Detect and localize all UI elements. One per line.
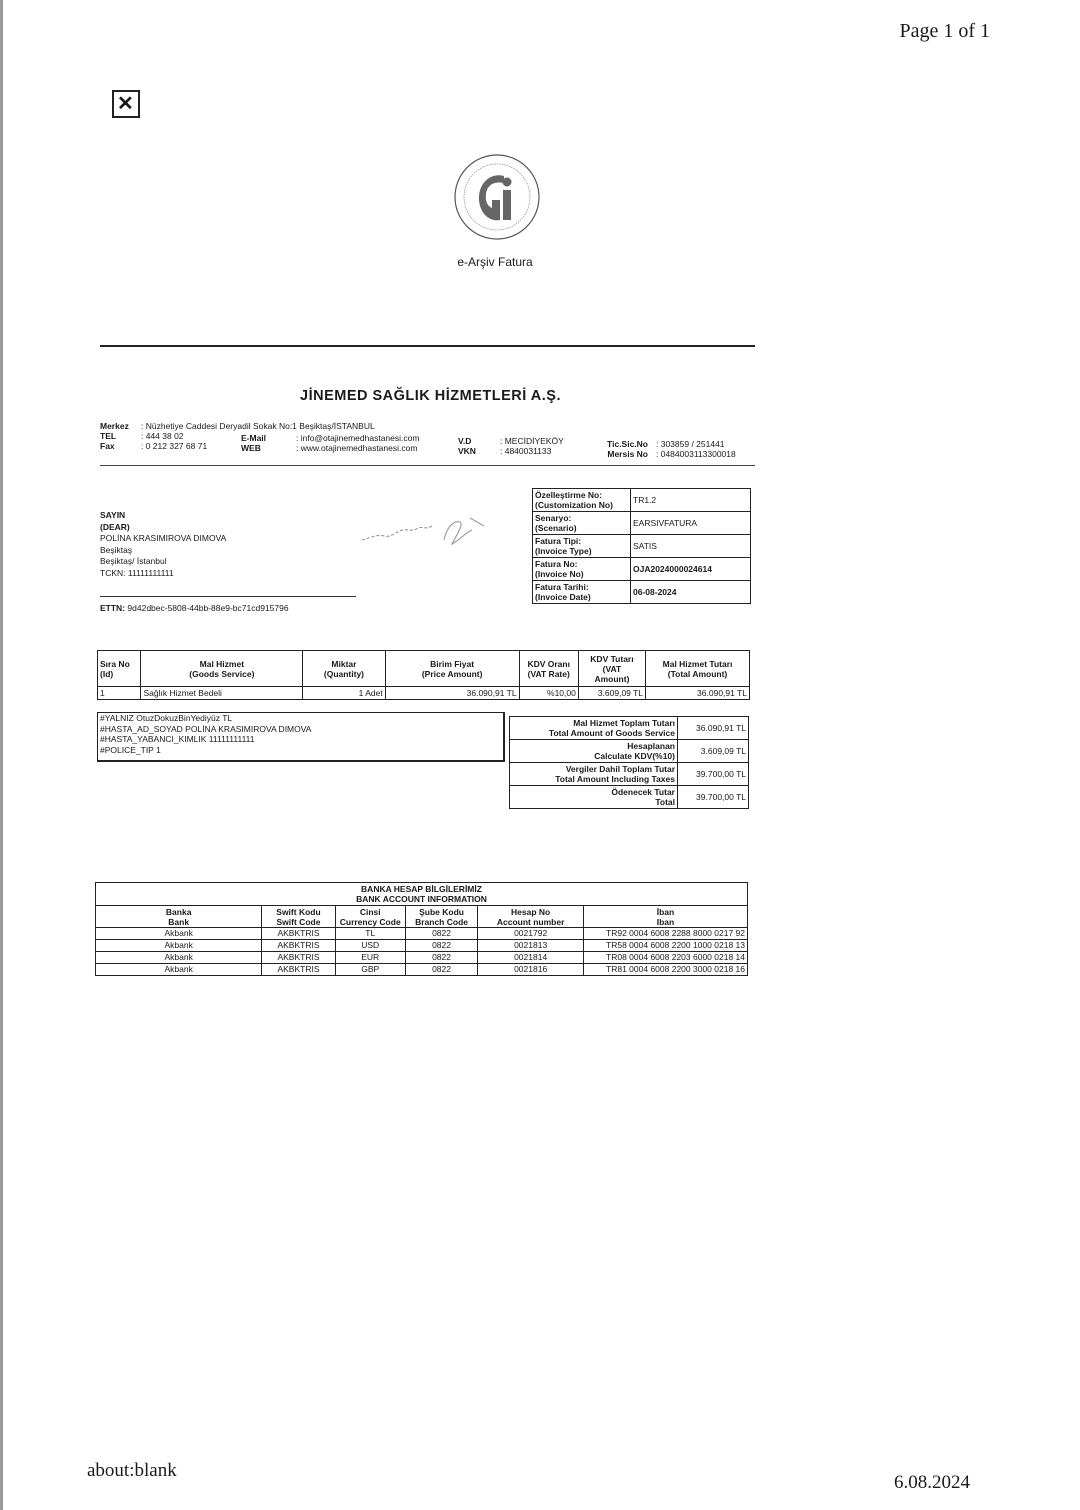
company-name: JİNEMED SAĞLIK HİZMETLERİ A.Ş. [300,388,561,404]
note-line: #HASTA_YABANCI_KIMLIK 11111111111 [100,734,255,744]
note-line: #YALNIZ OtuzDokuzBinYediyüz TL [100,713,233,723]
registry-values [656,439,736,459]
meta-label [533,535,631,558]
meta-value: SATIS [631,535,751,558]
bank-cell: 0021814 [478,952,584,964]
meta-label-en: (Invoice Date) [535,592,591,602]
totals-label [510,717,678,740]
ettn-value: 9d42dbec-5808-44bb-88e9-bc71cd915796 [127,603,289,613]
bank-col-header [478,906,584,928]
customer-name: POLİNA KRASIMIROVA DIMOVA [100,533,227,543]
totals-label [510,763,678,786]
vd-value: : MECİDİYEKÖY [500,436,564,446]
items-header-line: (VAT [602,663,622,674]
meta-label-tr: Fatura Tipi: [535,536,582,546]
ettn: ETTN: 9d42dbec-5808-44bb-88e9-bc71cd915796 [100,603,289,613]
bank-header-line: Hesap No [511,906,551,917]
mersis-value: : 0484003113300018 [656,449,736,459]
company-info-labels [100,421,129,451]
tel-value: : 444 38 02 [141,431,184,441]
items-header-line: Mal Hizmet Tutarı [662,658,733,669]
meta-label-tr: Fatura Tarihi: [535,582,589,592]
invoice-meta-table [532,488,751,604]
ticsic-value: : 303859 / 251441 [656,439,725,449]
items-header-line: (Id) [100,668,114,679]
table-row [96,940,748,952]
bank-cell: Akbank [96,928,262,940]
bank-cell: AKBKTRIS [262,952,335,964]
vkn-label: VKN [458,446,476,456]
gib-e-arsiv-logo [452,152,542,242]
bank-cell: AKBKTRIS [262,928,335,940]
totals-row [510,717,749,740]
bank-cell: 0021816 [478,964,584,976]
mersis-label: Mersis No [607,449,648,459]
note-line: #POLICE_TIP 1 [100,744,161,755]
bank-col-header [405,906,478,928]
tax-labels [458,436,476,456]
items-header-line: Sıra No [100,658,130,669]
item-rate: %10,00 [519,687,578,700]
footer-url: about:blank [87,1460,177,1481]
bank-header-line: Swift Code [276,916,321,927]
items-header-line: Mal Hizmet [199,658,245,669]
totals-row [510,740,749,763]
items-col-header [578,651,645,687]
meta-label [533,581,631,604]
bank-cell: 0021792 [478,928,584,940]
broken-image-icon [112,90,140,118]
bank-header-line: Bank [168,916,190,927]
bank-cell: 0822 [405,928,478,940]
items-header-line: (Quantity) [323,668,365,679]
items-col-header [646,651,750,687]
bank-cell: 0822 [405,940,478,952]
fax-value: : 0 212 327 68 71 [141,441,208,451]
bank-cell: EUR [335,952,405,964]
meta-row [533,489,751,512]
item-price: 36.090,91 TL [385,687,519,700]
merkez-address: : Nüzhetiye Caddesi Deryadil Sokak No:1 Beşiktaş/İSTANBUL [141,421,375,431]
meta-row [533,535,751,558]
bank-cell: TR08 0004 6008 2203 6000 0218 14 [583,952,747,964]
ettn-rule [100,596,356,597]
bank-title-en: BANK ACCOUNT INFORMATION [356,894,487,904]
contact-labels [241,433,266,453]
totals-label [510,740,678,763]
vd-label: V.D [458,436,472,446]
totals-value: 3.609,09 TL [678,740,749,763]
meta-value: OJA2024000024614 [631,558,751,581]
items-header-line: (Goods Service) [189,668,255,679]
bank-cell: TL [335,928,405,940]
bank-cell: GBP [335,964,405,976]
ticsic-label: Tic.Sic.No [607,439,648,449]
notes-box [97,712,505,762]
vkn-value: : 4840031133 [500,446,552,456]
items-header-line: Miktar [331,658,357,669]
meta-value: EARSIVFATURA [631,512,751,535]
bank-title: BANKA HESAP BİLGİLERİMİZ [361,884,482,894]
contact-values [296,433,419,453]
fax-label: Fax [100,441,115,451]
totals-label-en: Total Amount of Goods Service [548,728,675,738]
customer-block [100,510,226,579]
bank-cell: 0822 [405,952,478,964]
table-row [96,964,748,976]
bank-header-line: Banka [165,906,192,917]
totals-label-en: Total Amount Including Taxes [555,774,675,784]
bank-header-line: Swift Kodu [276,906,321,917]
registry-labels [592,439,648,459]
meta-label [533,512,631,535]
bank-table [95,882,748,976]
items-header-line: Amount) [594,673,630,684]
items-header-line: (Total Amount) [667,668,728,679]
items-header-line: KDV Tutarı [590,653,634,664]
meta-label-tr: Fatura No: [535,559,578,569]
items-header-line: (VAT Rate) [527,668,570,679]
items-col-header [303,651,385,687]
totals-row [510,763,749,786]
meta-row [533,512,751,535]
totals-label-tr: Vergiler Dahil Toplam Tutar [565,764,675,774]
totals-label-tr: Ödenecek Tutar [611,787,675,797]
note-line: #HASTA_AD_SOYAD POLİNA KRASIMIROVA DIMOVA [100,723,312,734]
bank-cell: 0822 [405,964,478,976]
bank-cell: AKBKTRIS [262,940,335,952]
bank-cell: TR81 0004 6008 2200 3000 0218 16 [583,964,747,976]
customer-tckn: TCKN: 11111111111 [100,567,174,578]
bank-cell: Akbank [96,964,262,976]
sayin-label: SAYIN [100,510,126,520]
bank-col-header [335,906,405,928]
dear-label: (DEAR) [100,521,130,532]
email-value: : info@otajinemedhastanesi.com [296,433,420,443]
header-rule [100,345,755,347]
items-header-line: Birim Fiyat [430,658,475,669]
meta-label-en: (Scenario) [535,523,577,533]
company-rule [100,465,755,466]
bank-header-line: Iban [656,916,675,927]
tel-label: TEL [100,431,117,441]
items-col-header [141,651,303,687]
totals-label-en: Total [655,797,675,807]
document-type: e-Arşiv Fatura [457,255,533,269]
items-col-header [98,651,141,687]
bank-cell: AKBKTRIS [262,964,335,976]
meta-label-en: (Invoice Type) [535,546,592,556]
items-header-line: (Price Amount) [421,668,483,679]
customer-district: Beşiktaş [100,544,133,555]
bank-header-line: Branch Code [415,916,468,927]
merkez-label: Merkez [100,421,129,431]
bank-cell: 0021813 [478,940,584,952]
item-service: Sağlık Hizmet Bedeli [141,687,303,700]
meta-label-en: (Invoice No) [535,569,584,579]
web-value: : www.otajinemedhastanesi.com [296,443,418,453]
email-label: E-Mail [241,433,267,443]
bank-cell: Akbank [96,940,262,952]
totals-label-tr: Mal Hizmet Toplam Tutarı [573,718,675,728]
item-total: 36.090,91 TL [646,687,750,700]
page-edge [0,0,3,1510]
meta-row [533,558,751,581]
tax-values [500,436,564,456]
bank-cell: Akbank [96,952,262,964]
web-label: WEB [241,443,261,453]
bank-cell: TR58 0004 6008 2200 1000 0218 13 [583,940,747,952]
bank-header-line: Account number [496,916,565,927]
totals-label [510,786,678,809]
bank-col-header [262,906,335,928]
meta-label-tr: Senaryo: [535,513,572,523]
meta-value: 06-08-2024 [631,581,751,604]
table-row [96,952,748,964]
bank-cell: USD [335,940,405,952]
meta-row [533,581,751,604]
items-table [97,650,750,700]
bank-cell: TR92 0004 6008 2288 8000 0217 92 [583,928,747,940]
meta-label-en: (Customization No) [535,500,613,510]
table-row [96,928,748,940]
items-header-line: KDV Oranı [527,658,570,669]
bank-col-header [583,906,747,928]
handwritten-signature [360,510,495,555]
totals-label-tr: Hesaplanan [627,741,675,751]
meta-value: TR1.2 [631,489,751,512]
customer-city: Beşiktaş/ İstanbul [100,556,167,566]
item-vat: 3.609,09 TL [578,687,645,700]
page-number: Page 1 of 1 [899,20,990,42]
meta-label-tr: Özelleştirme No: [535,490,603,500]
items-col-header [385,651,519,687]
totals-table [509,716,749,809]
totals-row [510,786,749,809]
items-col-header [519,651,578,687]
footer-date: 6.08.2024 [894,1472,970,1493]
meta-label [533,558,631,581]
bank-col-header [96,906,262,928]
meta-label [533,489,631,512]
item-id: 1 [98,687,141,700]
bank-header-line: Cinsi [359,906,381,917]
bank-header-line: İban [656,906,675,917]
totals-value: 39.700,00 TL [678,763,749,786]
table-row [98,687,750,700]
bank-header-line: Şube Kodu [419,906,464,917]
totals-value: 36.090,91 TL [678,717,749,740]
bank-header-line: Currency Code [339,916,401,927]
item-qty: 1 Adet [303,687,385,700]
totals-label-en: Calculate KDV(%10) [594,751,675,761]
totals-value: 39.700,00 TL [678,786,749,809]
